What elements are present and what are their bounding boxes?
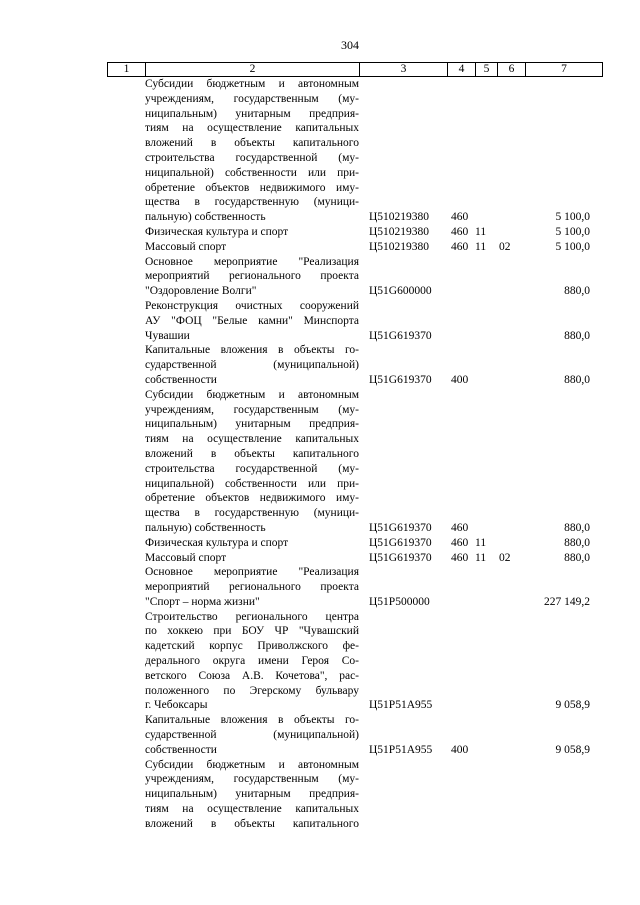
description-line: пальную) собственность <box>145 521 266 534</box>
row-description <box>145 388 359 536</box>
row-number-cell <box>107 551 145 566</box>
row-number-cell <box>107 225 145 240</box>
row-code: Ц51G619370 <box>369 373 432 386</box>
description-line: тиям на осуществление капитальных <box>145 803 359 816</box>
row-col-5-cell <box>475 77 497 225</box>
row-description <box>145 713 359 757</box>
row-col-4-cell <box>447 343 475 387</box>
row-col-5-cell <box>475 610 497 714</box>
description-line: Основное мероприятие "Реализация <box>145 255 359 268</box>
row-amount: 880,0 <box>564 329 590 342</box>
row-amount-cell <box>525 388 603 536</box>
row-code: Ц51P500000 <box>369 595 430 608</box>
row-code-cell <box>359 610 447 714</box>
row-col-5-cell <box>475 343 497 387</box>
description-line: обретение объектов недвижимого иму- <box>145 181 359 194</box>
row-amount: 880,0 <box>564 521 590 534</box>
description-line: вложений в объекты капитального <box>145 817 359 830</box>
description-line: г. Чебоксары <box>145 699 208 712</box>
header-col-4: 4 <box>447 63 475 76</box>
row-amount-cell <box>525 536 603 551</box>
row-col-4-cell <box>447 240 475 255</box>
header-col-1: 1 <box>107 63 145 76</box>
row-code-cell <box>359 388 447 536</box>
row-code: Ц510219380 <box>369 240 430 253</box>
description-line: по хоккею при БОУ ЧР "Чувашский <box>145 625 359 638</box>
row-code-cell <box>359 255 447 299</box>
row-code: Ц51P51A955 <box>369 699 433 712</box>
row-amount-cell <box>525 551 603 566</box>
table-header <box>107 62 603 77</box>
row-number-cell <box>107 388 145 536</box>
description-line: тиям на осуществление капитальных <box>145 122 359 135</box>
row-amount: 880,0 <box>564 536 590 549</box>
row-code-cell <box>359 565 447 609</box>
row-code: Ц51G619370 <box>369 536 432 549</box>
row-col-6-cell <box>497 536 525 551</box>
row-col-5-cell <box>475 758 497 832</box>
row-col-6-cell <box>497 610 525 714</box>
description-line: Физическая культура и спорт <box>145 536 289 549</box>
description-line: ветского Союза А.В. Кочетова", рас- <box>145 669 359 682</box>
row-col-4: 460 <box>451 225 469 238</box>
row-description <box>145 536 359 551</box>
row-col-5-cell <box>475 536 497 551</box>
row-number-cell <box>107 77 145 225</box>
row-col-4-cell <box>447 551 475 566</box>
row-code-cell <box>359 240 447 255</box>
description-line: вложений в объекты капитального <box>145 447 359 460</box>
row-col-4: 460 <box>451 551 469 564</box>
row-description <box>145 240 359 255</box>
row-number-cell <box>107 240 145 255</box>
row-amount: 227 149,2 <box>544 595 590 608</box>
row-col-4-cell <box>447 713 475 757</box>
row-amount: 9 058,9 <box>555 699 590 712</box>
description-line: "Спорт – норма жизни" <box>145 595 260 608</box>
description-line: Капитальные вложения в объекты го- <box>145 714 359 727</box>
description-line: Массовый спорт <box>145 240 227 253</box>
row-code: Ц510219380 <box>369 211 430 224</box>
row-col-6-cell <box>497 565 525 609</box>
row-description <box>145 77 359 225</box>
header-col-2: 2 <box>145 63 359 76</box>
row-col-5-cell <box>475 713 497 757</box>
row-code-cell <box>359 299 447 343</box>
row-number-cell <box>107 565 145 609</box>
row-amount-cell <box>525 343 603 387</box>
row-number-cell <box>107 343 145 387</box>
row-code: Ц510219380 <box>369 225 430 238</box>
row-number-cell <box>107 299 145 343</box>
page-number: 304 <box>341 38 359 52</box>
row-code: Ц51G619370 <box>369 329 432 342</box>
row-col-6-cell <box>497 551 525 566</box>
table-row <box>107 343 603 387</box>
row-col-5-cell <box>475 299 497 343</box>
row-col-5-cell <box>475 225 497 240</box>
row-code: Ц51G600000 <box>369 285 432 298</box>
row-amount-cell <box>525 758 603 832</box>
row-col-5-cell <box>475 551 497 566</box>
header-col-7: 7 <box>525 63 603 76</box>
description-line: пальную) собственность <box>145 211 266 224</box>
row-amount: 5 100,0 <box>555 225 590 238</box>
description-line: ниципальной) собственности или при- <box>145 166 359 179</box>
row-number-cell <box>107 610 145 714</box>
table-row <box>107 565 603 609</box>
description-line: щества в государственную (муници- <box>145 196 359 209</box>
description-line: строительства государственной (му- <box>145 151 359 164</box>
description-line: собственности <box>145 373 217 386</box>
row-col-4: 460 <box>451 521 469 534</box>
table-row <box>107 713 603 757</box>
description-line: вложений в объекты капитального <box>145 137 359 150</box>
row-col-6: 02 <box>499 551 511 564</box>
table-row <box>107 758 603 832</box>
row-code-cell <box>359 343 447 387</box>
row-amount-cell <box>525 299 603 343</box>
description-line: щества в государственную (муници- <box>145 507 359 520</box>
row-col-6-cell <box>497 713 525 757</box>
description-line: кадетский корпус Приволжского фе- <box>145 640 359 653</box>
description-line: ниципальным) унитарным предприя- <box>145 418 359 431</box>
row-col-5: 11 <box>475 240 487 253</box>
row-col-5: 11 <box>475 536 487 549</box>
row-col-6-cell <box>497 343 525 387</box>
header-col-3: 3 <box>359 63 447 76</box>
row-amount: 5 100,0 <box>555 211 590 224</box>
row-col-4-cell <box>447 536 475 551</box>
row-col-6-cell <box>497 758 525 832</box>
row-amount-cell <box>525 255 603 299</box>
description-line: Чувашии <box>145 329 190 342</box>
table-row <box>107 225 603 240</box>
row-col-4: 400 <box>451 373 469 386</box>
row-description <box>145 758 359 832</box>
row-amount-cell <box>525 565 603 609</box>
row-col-6-cell <box>497 299 525 343</box>
row-col-4-cell <box>447 299 475 343</box>
row-col-4-cell <box>447 255 475 299</box>
description-line: Основное мероприятие "Реализация <box>145 566 359 579</box>
row-amount: 880,0 <box>564 285 590 298</box>
row-col-6-cell <box>497 240 525 255</box>
row-code: Ц51G619370 <box>369 551 432 564</box>
description-line: Капитальные вложения в объекты го- <box>145 344 359 357</box>
row-code-cell <box>359 758 447 832</box>
table-row <box>107 551 603 566</box>
row-col-4-cell <box>447 77 475 225</box>
table-row <box>107 240 603 255</box>
row-col-6-cell <box>497 225 525 240</box>
row-col-6-cell <box>497 77 525 225</box>
description-line: строительства государственной (му- <box>145 462 359 475</box>
description-line: тиям на осуществление капитальных <box>145 433 359 446</box>
row-col-5-cell <box>475 388 497 536</box>
row-amount: 880,0 <box>564 373 590 386</box>
row-code-cell <box>359 713 447 757</box>
row-description <box>145 565 359 609</box>
description-line: сударственной (муниципальной) <box>145 729 359 742</box>
description-line: сударственной (муниципальной) <box>145 359 359 372</box>
row-code: Ц51P51A955 <box>369 743 433 756</box>
row-col-5: 11 <box>475 551 487 564</box>
description-line: мероприятий регионального проекта <box>145 270 359 283</box>
description-line: Субсидии бюджетным и автономным <box>145 388 359 401</box>
row-description <box>145 255 359 299</box>
row-number-cell <box>107 758 145 832</box>
description-line: Субсидии бюджетным и автономным <box>145 758 359 771</box>
description-line: Физическая культура и спорт <box>145 225 289 238</box>
description-line: учреждениям, государственным (му- <box>145 403 359 416</box>
row-col-4: 460 <box>451 211 469 224</box>
description-line: ниципальной) собственности или при- <box>145 477 359 490</box>
row-col-4-cell <box>447 565 475 609</box>
table-body <box>107 77 603 832</box>
row-description <box>145 343 359 387</box>
row-amount: 9 058,9 <box>555 743 590 756</box>
row-col-4-cell <box>447 758 475 832</box>
description-line: ниципальным) унитарным предприя- <box>145 788 359 801</box>
row-col-4-cell <box>447 388 475 536</box>
description-line: Массовый спорт <box>145 551 227 564</box>
row-code-cell <box>359 551 447 566</box>
description-line: мероприятий регионального проекта <box>145 581 359 594</box>
row-code-cell <box>359 77 447 225</box>
row-amount: 5 100,0 <box>555 240 590 253</box>
table-row <box>107 388 603 536</box>
row-description <box>145 225 359 240</box>
row-col-6-cell <box>497 388 525 536</box>
description-line: собственности <box>145 743 217 756</box>
row-col-4-cell <box>447 225 475 240</box>
header-col-5: 5 <box>475 63 497 76</box>
row-col-6: 02 <box>499 240 511 253</box>
row-amount-cell <box>525 77 603 225</box>
description-line: Строительство регионального центра <box>145 610 359 623</box>
row-col-5-cell <box>475 255 497 299</box>
description-line: учреждениям, государственным (му- <box>145 92 359 105</box>
row-description <box>145 551 359 566</box>
row-number-cell <box>107 713 145 757</box>
row-col-4-cell <box>447 610 475 714</box>
row-col-4: 460 <box>451 240 469 253</box>
table-row <box>107 536 603 551</box>
row-number-cell <box>107 536 145 551</box>
row-col-5: 11 <box>475 225 487 238</box>
header-col-6: 6 <box>497 63 525 76</box>
row-code-cell <box>359 225 447 240</box>
description-line: АУ "ФОЦ "Белые камни" Минспорта <box>145 314 359 327</box>
row-amount-cell <box>525 240 603 255</box>
row-col-5-cell <box>475 240 497 255</box>
row-description <box>145 610 359 714</box>
row-code: Ц51G619370 <box>369 521 432 534</box>
row-description <box>145 299 359 343</box>
table-row <box>107 610 603 714</box>
row-amount-cell <box>525 610 603 714</box>
table-row <box>107 255 603 299</box>
description-line: учреждениям, государственным (му- <box>145 773 359 786</box>
row-col-5-cell <box>475 565 497 609</box>
description-line: Субсидии бюджетным и автономным <box>145 78 359 90</box>
table-row <box>107 77 603 225</box>
row-amount-cell <box>525 225 603 240</box>
description-line: дерального округа имени Героя Со- <box>145 655 359 668</box>
description-line: "Оздоровление Волги" <box>145 285 257 298</box>
row-col-4: 460 <box>451 536 469 549</box>
description-line: обретение объектов недвижимого иму- <box>145 492 359 505</box>
row-number-cell <box>107 255 145 299</box>
description-line: положенного по Эгерскому бульвару <box>145 684 359 697</box>
table-row <box>107 299 603 343</box>
description-line: Реконструкция очистных сооружений <box>145 299 359 312</box>
row-amount: 880,0 <box>564 551 590 564</box>
row-code-cell <box>359 536 447 551</box>
row-col-4: 400 <box>451 743 469 756</box>
row-col-6-cell <box>497 255 525 299</box>
row-amount-cell <box>525 713 603 757</box>
description-line: ниципальным) унитарным предприя- <box>145 107 359 120</box>
